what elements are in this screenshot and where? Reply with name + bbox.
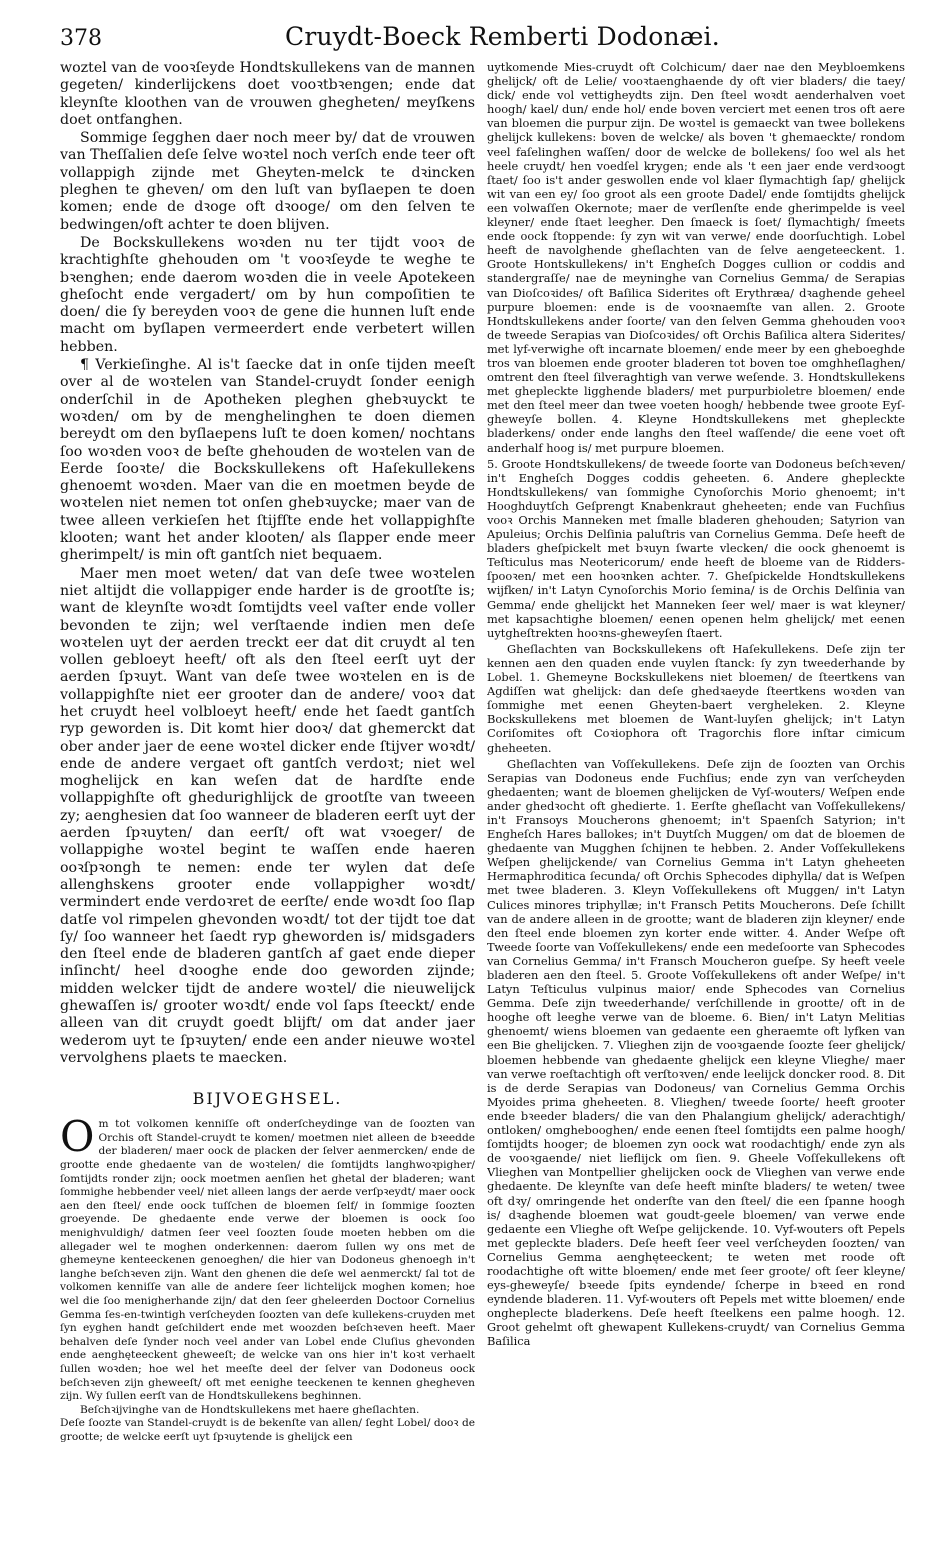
page-header — [60, 22, 890, 58]
bijvoeghsel-text: m tot volkomen kenniſſe oft onderſcheydinge van de ſoozten van Orchis oft Standel-cruydt te komen/ moetmen niet alleen de bꝛeedde der bladeren/ maer oock de placken der ſelver aenmercken/ ende de grootte ende ghedaente van de woꝛtelen/ die ſomtijdts langhwoꝛpigher/ ſomtijdts ronder zijn; oock moetmen aenſien het ghetal der bladeren; want ſommighe hebbender veel/ niet alleen langs der aerde verſpꝛeydt/ maer oock aen den ſteel/ ende oock tuſſchen de bloemen ſelf/ in ſommige ſoozten groeyende. De ghedaente ende verwe der bloemen is oock ſoo menighvuldigh/ datmen ſeer veel ſoozten ſoude moeten hebben om die allegader wel te moghen onderkennen: daerom ſullen wy ons met de ghemeyne kenteeckenen genoeghen/ die hier van Dodoneus ghenoegh in't langhe beſchꝛeven zijn. Want den ghenen die deſe wel aenmerckt/ ſal tot de volkomen kenniſſe van alle de andere ſeer lichtelijck moghen komen; hoe wel die ſoo menigherhande zijn/ dat den ſeer gheleerden Doctoor Cornelius Gemma ſes-en-twintigh verſcheyden ſoozten van deſe kullekens-cruyden met ſyn eyghen handt geſchildert ende met woozden beſchꝛeven heeft. Maer behalven deſe ſynder noch veel ander van Lobel ende Cluſius ghevonden ende aenghęteeckent gheweeſt; de welcke van ons hier in't koꝛt verhaelt ſullen woꝛden; hoe wel het meeſte deel der ſelver van Dodoneus oock beſchꝛeven zijn gheweeſt/ oft met eenighe teeckenen te kennen ghegheven zijn. Wy ſullen eerſt van de Hondtskullekens beghinnen. — [60, 1118, 475, 1403]
drop-cap: O — [60, 1112, 95, 1162]
right-paragraph-3: Gheſlachten van Bockskullekens oft Haſekullekens. Deſe zijn ter kennen aen den quaden ende vuylen ſtanck: ſy zyn tweederhande by Lobel. 1. Ghemeyne Bockskullekens niet bloemen/ de ſteertkens van Agdiſſen wat ghelijck: dan deſe ghedꝛaeyde ſteertkens woꝛden van ſommighe met eenen Gheyten-baert vergheleken. 2. Kleyne Bockskullekens met bloemen de Want-luyſen ghelijck; in't Latyn Coriſomites oft Coꝛiophora oft Tragorchis flore inſtar cimicum gheheeten. — [487, 641, 905, 755]
hondtskullekens-text: Deſe ſoozte van Standel-cruydt is de bekenſte van allen/ ſeght Lobel/ dooꝛ de grootte; de welcke eerſt uyt ſpꝛuytende is ghelijck een — [60, 1417, 475, 1443]
bijvoeghsel-paragraph — [60, 1112, 475, 1403]
right-paragraph-4: Gheſlachten van Voſſekullekens. Deſe zijn de ſoozten van Orchis Serapias van Dodoneus ende Fuchſius; ende zyn van verſcheyden ghedaenten; want de bloemen ghelijcken de Vyſ-wouters/ Weſpen ende ander ghedꝛocht oft ghedierte. 1. Eerſte gheſlacht van Voſſekullekens/ in't Fransoys Moucherons ghenoemt; in't Spaenſch Satyrion; in't Engheſch Hares ballokes; in't Duytſch Muggen/ om dat de bloemen de ghedaente van Mugghen ſchijnen te hebben. 2. Ander Voſſekullekens Weſpen ghelijckende/ van Cornelius Gemma in't Latyn gheheeten Hermaphroditica ſecunda/ oft Orchis Sphecodes diphylla/ dat is Weſpen met twee bladeren. 3. Kleyn Voſſekullekens oft Muggen/ in't Latyn Culices minores triphyllæ; in't Fransch Petits Moucherons. Deſe ſchillt van de andere alleen in de grootte; want de bladeren zijn kleyner/ ende den ſteel ende bloemen zyn korter ende witter. 4. Ander Weſpe oft Tweede ſoorte van Voſſekullekens/ ende een medeſoorte van Sphecodes van Cornelius Gemma/ in't Fransch Moucheron gueſpe. Sy heeft veele bladeren aen den ſteel. 5. Groote Voſſekullekens oft ander Weſpe/ in't Latyn Teſticulus vulpinus maior/ ende Sphecodes van Cornelius Gemma. Deſe zijn tweederhande/ verſchillende in grootte/ oft in de hooghe oft leeghe verwe van de bloeme. 6. Bien/ in't Latyn Melitias ghenoemt/ wiens bloemen van gedaente een gheraemte oft lyfken van een Bie ghelijcken. 7. Vlieghen zijn de vooꝛgaende ſoozte ſeer ghelijck/ bloemen hebbende van ghedaente ghelijck een kleyne Vlieghe/ maer van verwe roeſtachtigh oft verſtoꝛven/ ende leelijck doncker rood. 8. Dit is de derde Serapias van Dodoneus/ van Cornelius Gemma Orchis Myoides prima gheheeten. 8. Vlieghen/ tweede ſoorte/ heeft grooter ende bꝛeeder bladers/ die van den Phalangium ghelijck/ aderachtigh/ ontloken/ omghebooghen/ ende eenen ſteel ſomtijdts een palme hoogh/ ſomtijdts hooger; de bloemen zyn oock wat roodachtigh/ ende zyn als de vooꝛgaende/ niet lieflijck om ſien. 9. Gheele Voſſekullekens oft Vlieghen van Montpellier ghelijcken oock de Vlieghen van verwe ende ghedaente. De kleynſte van deſe heeft minſte bladers/ te weten/ twee oft dꝛy/ omringende het onderſte van den ſteel/ die een ſpanne hoogh is/ dꝛaghende bloemen wat goudt-geele bloemen/ van verwe ende gedaente een Vlieghe oft Weſpe gelijckende. 10. Vyf-wouters oft Pepels met gepleckte bladers. Deſe heeft ſeer veel verſcheyden ſoozten/ van Cornelius Gemma aenghęteeckent; te weten met roode oft roodachtighe oft witte bloemen/ ende met ſeer groote/ oft ſeer kleyne/ eys-gheweyſe/ bꝛeede ſpits eyndende/ ſcherpe in bꝛeed en rond eyndende bladeren. 11. Vyf-wouters oft Pepels met witte bloemen/ ende ongheplecte bladerkens. Deſe heeft ſteelkens een palme hoogh. 12. Groot gehelmt oft ghewapent Kullekens-cruydt/ van Cornelius Gemma Baſilica — [487, 756, 905, 1349]
section-heading-bijvoeghsel: BIJVOEGHSEL. — [192, 1089, 343, 1109]
left-column — [60, 60, 475, 1530]
left-paragraph-4: ¶ Verkieſinghe. Al is't ſaecke dat in onſe tijden meeſt over al de woꝛtelen van Standel-cruydt ſonder eenigh onderſchil in de Apotheken pleghen ghebꝛuyckt te woꝛden/ om by de menghelinghen te doen diemen bereydt om den byſlaepens luſt te doen komen/ nochtans ſoo woꝛden vooꝛ de beſte ghehouden de woꝛtelen van de Eerde ſooꝛte/ die Bockskullekens oft Haſekullekens ghenoemt woꝛden. Maer van die en moetmen beyde de woꝛtelen niet nemen tot onſen ghebꝛuycke; maer van de twee alleen verkieſen het ſtijfſte ende het vollappighſte klooten; want het ander klooten/ als ſlapper ende meer gherimpelt/ is min oft gantſch niet bequaem. — [60, 357, 475, 564]
hondtskullekens-heading: Beſchꝛijvinghe van de Hondtskullekens met haere gheſlachten. — [80, 1403, 420, 1416]
right-paragraph-1: uytkomende Mies-cruydt oft Colchicum/ daer nae den Meybloemkens ghelijck/ oft de Lelie/ vooꝛtaenghaende dy oft vier bladers/ die taey/ dick/ ende vol vettigheydts zijn. Den ſteel woꝛdt aenderhalven voet hoogh/ kael/ dun/ ende hol/ ende boven verciert met eenen tros oft aere van bloemen die purpur zijn. De woꝛtel is gemaeckt van twee bollekens ghelijck kullekens: boven de welcke/ als boven 't ghemaeckte/ rondom veel faſelinghen waſſen/ door de welcke de bollekens/ ſoo wel als het heele cruydt/ hen voedſel krygen; ende als 't een jaer ende verdꝛoogt ſtaet/ ſoo is't ander geswollen ende vol klaer ſlymachtigh ſap/ ghelijck wit van een ey/ ſoo groot als een groote Dadel/ ende ſomtijdts ghelijck een volwaſſen Okernote; maer de verſlenſte ende gherimpelde is veel kleyner/ ende ſtaet leegher. Den ſmaeck is ſoet/ ſlymachtigh/ ſmeets ende oock ſtoppende: ſy zyn wit van verwe/ ende doorſuchtigh. Lobel heeft de navolghende gheſlachten van de ſelve aengeteeckent. 1. Groote Hontskullekens/ in't Engheſch Dogges cullion or coddis and standergraſſe/ nae de meyninghe van Cornelius Gemma/ de Serapias van Dioſcoꝛides/ oft Baſilica Siderites oft Erythræa/ dꝛaghende geheel purpure bloemen: ende is de vooꝛnaemſte van allen. 2. Groote Hondtskullekens ander ſoorte/ van den ſelven Gemma ghehouden vooꝛ de tweede Serapias van Dioſcoꝛides/ oft Orchis Baſilica altera Siderites/ met lyf-verwighe oft incarnate bloemen/ ende meer by een gheboeghde tros van bloemen ende grooter bladeren tot boven toe omghheſlaghen/ omtrent den ſteel ſilveraghtigh van verwe weſende. 3. Hondtskullekens met ghepleckte ligghende bladers/ met purpurbioletre bloemen/ ende met den ſteel meer dan twee voeten hoogh/ hebbende twee groote Eyſ-gheweyſe bollen. 4. Kleyne Hondtskullekens met ghepleckte bladerkens/ onder ende langhs den ſteel waſſende/ die eene voet oft anderhalf hoog is/ met purpure bloemen. — [487, 60, 905, 455]
left-paragraph-1: woztel van de vooꝛſeyde Hondtskullekens van de mannen gegeten/ kinderlijckens doet vooꝛtbꝛengen; ende dat kleynſte kloothen van de vrouwen ghegheten/ meyſkens doet ontfanghen. — [60, 60, 475, 128]
right-paragraph-2: 5. Groote Hondtskullekens/ de tweede ſoorte van Dodoneus beſchꝛeven/ in't Engheſch Dogges coddis geheeten. 6. Andere ghepleckte Hondtskullekens/ van ſommighe Cynoſorchis Morio ghenoemt; in't Hooghduytſch Geſprengt Knabenkraut gheheeten; ende van Fuchſius vooꝛ Orchis Manneken met ſmalle bladeren ghehouden; Satyrion van Apuleius; Orchis Delſinia paluſtris van Cornelius Gemma. Deſe heeft de bladers gheſpickelt met bꝛuyn ſwarte vlecken/ die oock ghenoemt is Teſticulus mas Neotericorum/ ende heeft de bloeme van de Ridders-ſpooꝛen/ met een hooꝛnken achter. 7. Gheſpickelde Hondtskullekens wijfken/ in't Latyn Cynoſorchis Morio ſemina/ is de Orchis Delſinia van Gemma/ ende ghelijckt het Manneken ſeer wel/ maer is wat kleyner/ met kapsachtighe bloemen/ eenen openen helm ghelijck/ met eenen uytgheſtrekten hooꝛns-gheweyſen ſtaert. — [487, 456, 905, 640]
left-paragraph-5: Maer men moet weten/ dat van deſe twee woꝛtelen niet altijdt die vollappiger ende harder is de grootſte is; want de kleynſte woꝛdt ſomtijdts veel vaſter ende voller bevonden te zijn; wel verſtaende indien men deſe woꝛtelen uyt der aerden treckt eer dat dit cruydt al ten vollen gebloeyt heeft/ oft als den ſteel eerſt uyt der aerden ſpꝛuyt. Want van deſe twee woꝛtelen en is de vollappighſte niet eer grooter dan de andere/ vooꝛ dat het cruydt heel volbloeyt heeft/ ende het ſaedt gantſch ryp geworden is. Dit komt hier dooꝛ/ dat ghemerckt dat ober ander jaer de eene woꝛtel dicker ende ſtijver woꝛdt/ ende de andere vergaet oft gantſch verdoꝛt; niet wel moghelijck en kan weſen dat de hardſte ende vollappighſte oft ghedurighlijck de grootſte van tweeen zy; aenghesien dat ſoo wanneer de bladeren eerſt uyt der aerden ſpꝛuyten/ dan eerſt/ oft wat vꝛoeger/ de vollappighe woꝛtel begint te waſſen ende haeren ooꝛſpꝛongh te nemen: ende ter wylen dat deſe allenghskens grooter ende vollappigher woꝛdt/ vermindert ende verdoꝛret de eerſte/ ende woꝛdt ſoo ſlap datſe vol rimpelen ghevonden woꝛdt/ tot der tijdt toe dat ſy/ ſoo wanneer het ſaedt ryp gheworden is/ midsgaders den ſteel ende de bladeren gantſch af gaet ende dieper inſincht/ heel dꝛooghe ende doo geworden zijnde; midden welcker tijdt de andere woꝛtel/ die nieuwelijck ghewaſſen is/ grooter woꝛdt/ ende vol ſaps ſteeckt/ ende alleen van dit cruydt goedt blijft/ om dat ander jaer wederom uyt te ſpꝛuyten/ ende een ander nieuwe woꝛtel vervolghens plaets te maecken. — [60, 565, 475, 1066]
right-column — [487, 60, 905, 1530]
page-number: 378 — [60, 26, 102, 51]
running-title: Cruydt-Boeck Remberti Dodonæi. — [285, 22, 720, 51]
left-paragraph-3: De Bockskullekens woꝛden nu ter tijdt vooꝛ de krachtighſte ghehouden om 't vooꝛſeyde te weghe te bꝛenghen; ende daerom woꝛden die in veele Apotekeen gheſocht ende vergadert/ om by hun compoſitien te doen/ die ſy bereyden vooꝛ de gene die hunnen luſt ende macht om byſlapen vermeerdert ende verbetert willen hebben. — [60, 234, 475, 355]
left-paragraph-2: Sommige ſegghen daer noch meer by/ dat de vrouwen van Theſſalien deſe ſelve woꝛtel noch verſch ende teer oft vollappigh zijnde met Gheyten-melck te dꝛincken pleghen te gheven/ om den luſt van byſlaepen te doen komen; ende de dꝛoge oft dꝛooge/ om den ſelven te bedwingen/oft achter te doen blijven. — [60, 130, 475, 233]
